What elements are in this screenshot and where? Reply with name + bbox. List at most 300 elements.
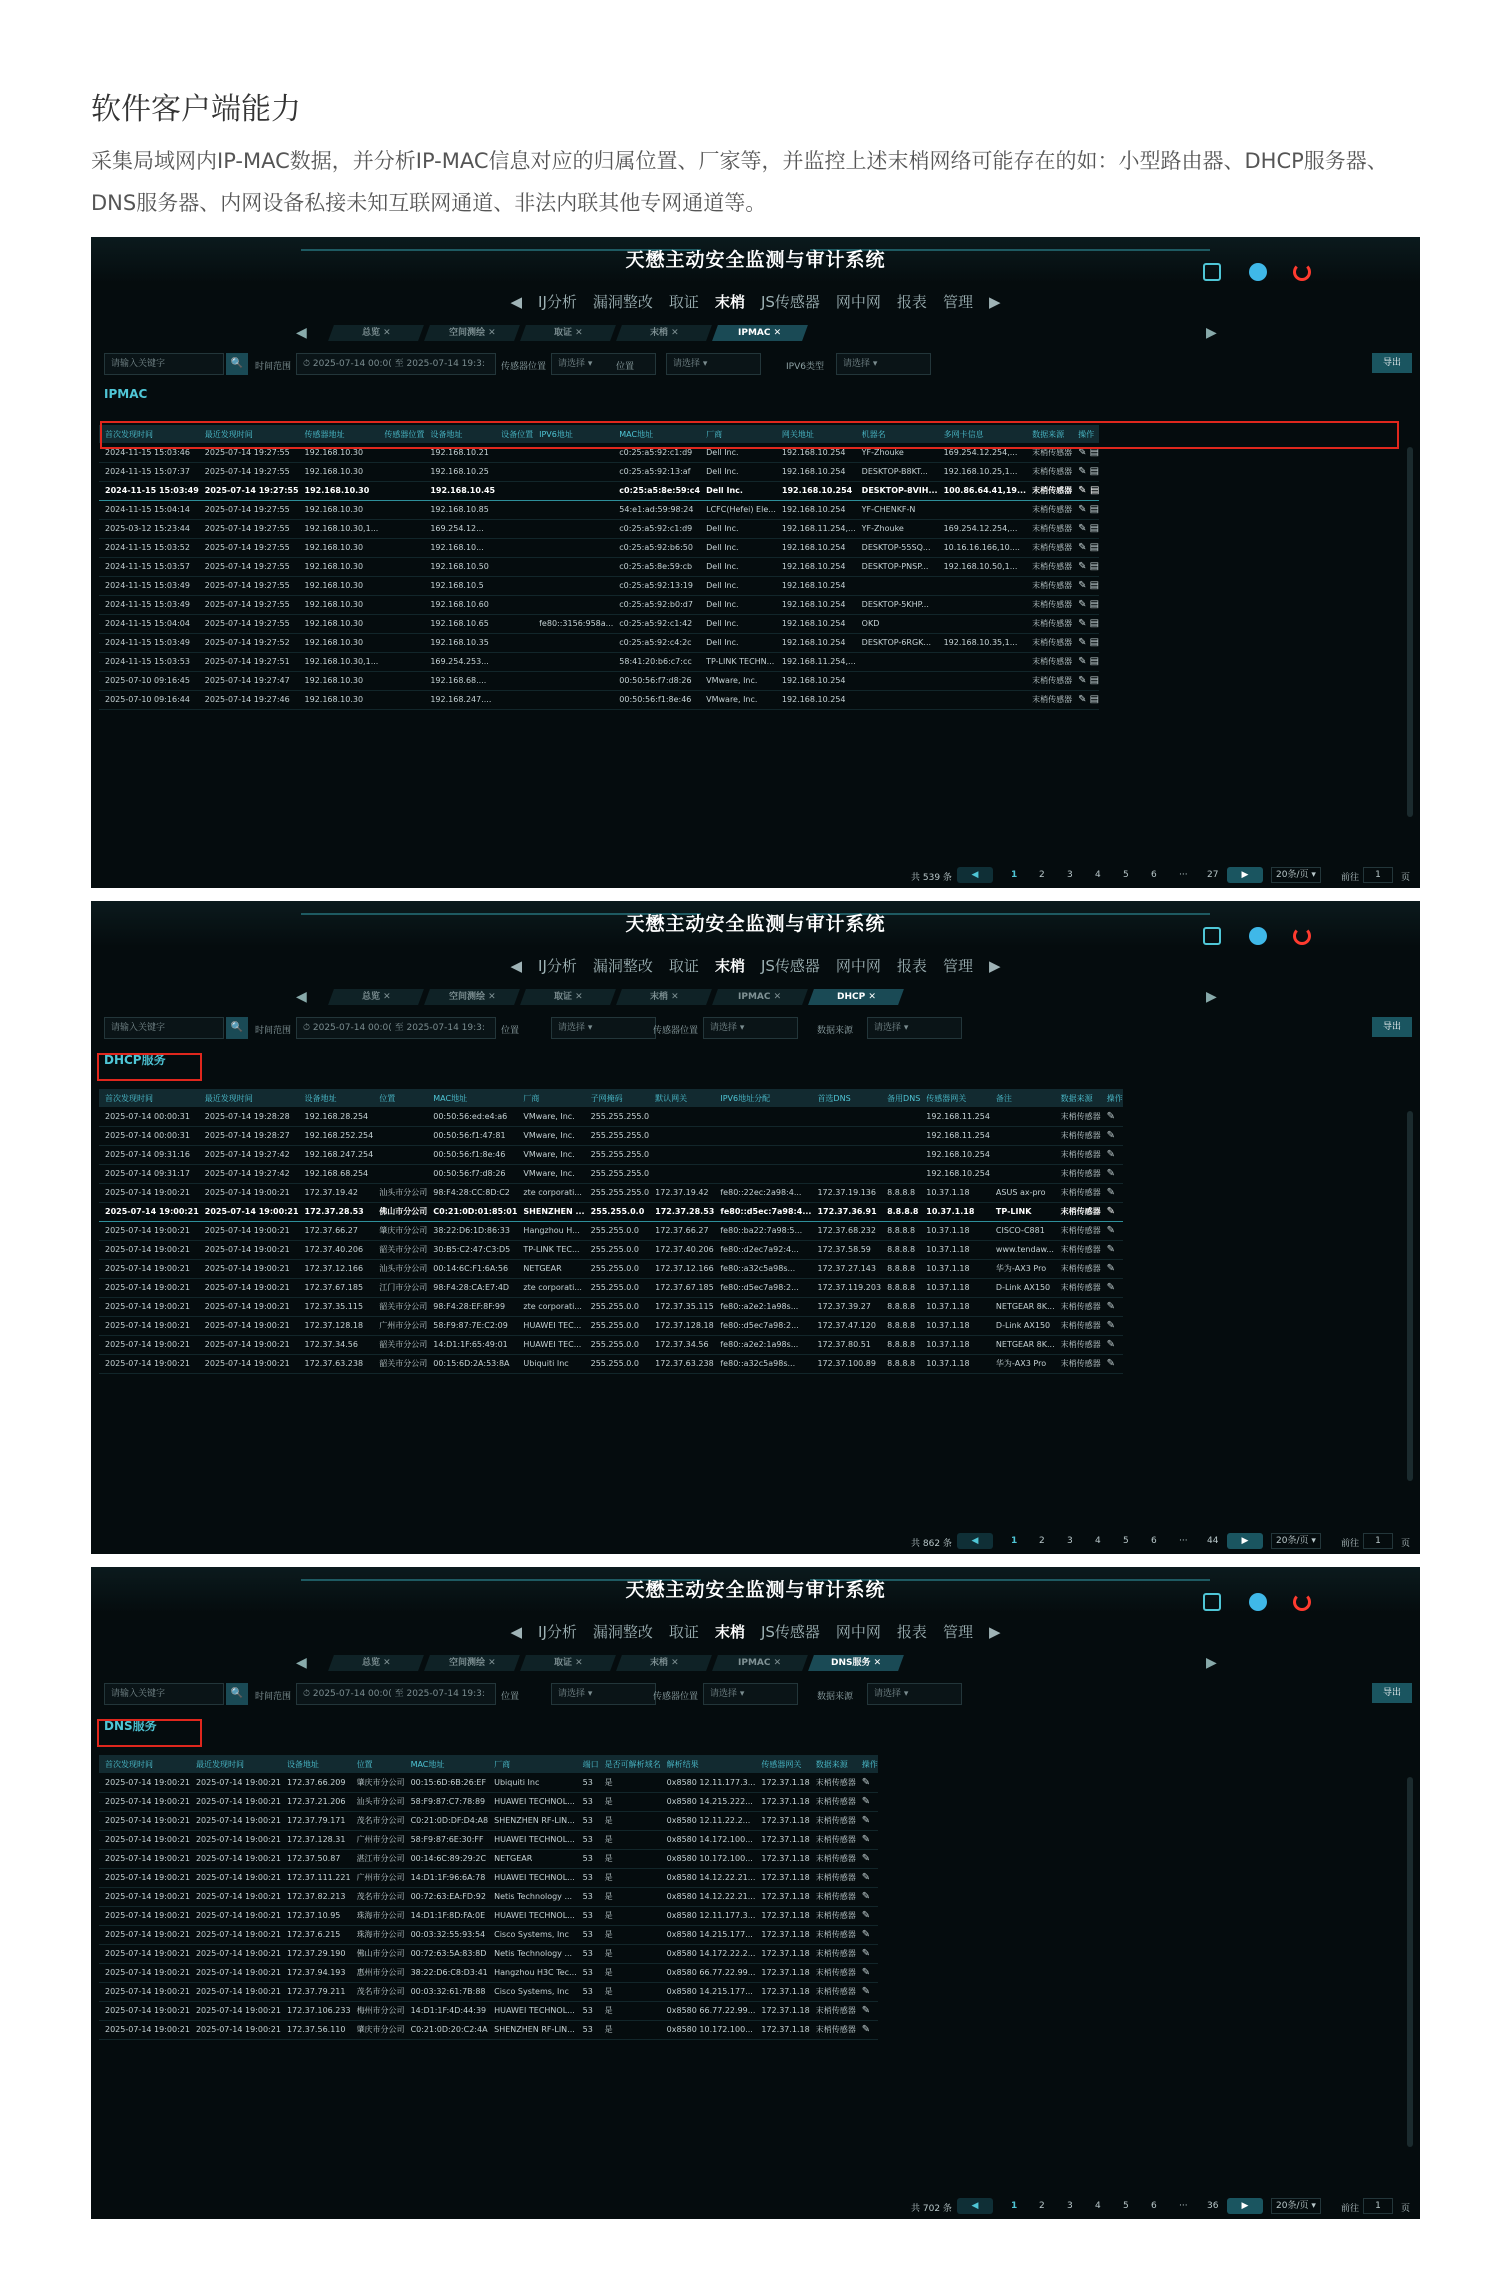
edit-icon[interactable]: ✎ [1078, 637, 1087, 648]
table-cell: 10.37.1.18 [920, 1354, 990, 1373]
table-cell: 192.168.10.45 [424, 481, 495, 500]
edit-icon[interactable]: ✎ [861, 1872, 871, 1883]
edit-icon[interactable]: ✎ [1106, 1168, 1116, 1179]
tab-item[interactable] [520, 989, 616, 1005]
table-cell: 2025-07-14 19:00:21 [190, 1963, 281, 1982]
filter-select[interactable]: 请选择 ▾ [703, 1683, 798, 1705]
view-icon[interactable]: ▤ [1086, 446, 1100, 458]
view-icon[interactable]: ▤ [1086, 523, 1100, 534]
table-row[interactable] [99, 1982, 878, 2001]
table-cell: 2025-07-14 19:00:21 [199, 1202, 299, 1221]
table-cell: 8.8.8.8 [881, 1278, 920, 1297]
menu-item[interactable]: 网中网 [835, 957, 881, 975]
view-icon[interactable]: ▤ [1086, 561, 1100, 572]
page-number[interactable]: 1 [1011, 870, 1018, 880]
edit-icon[interactable]: ✎ [1106, 1149, 1116, 1160]
edit-icon[interactable]: ✎ [1078, 504, 1087, 515]
table-row[interactable] [99, 2001, 878, 2020]
tab-item[interactable] [424, 989, 520, 1005]
table-cell: C0:21:0D:01:85:01 [427, 1202, 517, 1221]
column-header[interactable]: 默认网关 [649, 1089, 714, 1107]
table-row[interactable] [99, 1792, 878, 1811]
power-icon[interactable] [1293, 263, 1311, 281]
page-number[interactable]: 3 [1067, 870, 1073, 880]
page-number[interactable]: 36 [1207, 2201, 1219, 2211]
edit-icon[interactable]: ✎ [1078, 466, 1087, 477]
tab-item[interactable] [328, 325, 424, 341]
goto-input[interactable]: 1 [1363, 1533, 1393, 1549]
view-icon[interactable]: ▤ [1086, 637, 1100, 648]
column-header[interactable]: 解析结果 [661, 1755, 756, 1773]
edit-icon[interactable]: ✎ [861, 1929, 871, 1940]
view-icon[interactable]: ▤ [1086, 504, 1100, 515]
edit-icon[interactable]: ✎ [1106, 1244, 1116, 1255]
page-number[interactable]: 5 [1123, 1536, 1129, 1546]
menu-item[interactable]: 漏洞整改 [592, 1623, 653, 1641]
column-header[interactable]: MAC地址 [405, 1755, 489, 1773]
user-icon[interactable] [1249, 1593, 1267, 1611]
menu-item[interactable]: 末梢 [714, 1623, 745, 1641]
column-header[interactable]: IPV6地址 [533, 425, 613, 443]
menu-next-icon[interactable]: ▶ [988, 293, 1001, 311]
edit-icon[interactable]: ✎ [1078, 618, 1087, 629]
table-cell: 192.168.10.30,1... [299, 652, 379, 671]
table-row[interactable] [99, 1887, 878, 1906]
column-header[interactable]: 网关地址 [776, 425, 856, 443]
page-number[interactable]: 3 [1067, 2201, 1073, 2211]
view-icon[interactable]: ▤ [1086, 599, 1100, 610]
column-header[interactable]: 操作 [1101, 1089, 1123, 1107]
column-header[interactable]: 位置 [351, 1755, 405, 1773]
time-range-input[interactable]: ⏱ 2025-07-14 00:0( 至 2025-07-14 19:3: [296, 1017, 496, 1039]
tab-item[interactable] [808, 989, 904, 1005]
menu-item[interactable]: IJ分析 [538, 1623, 577, 1641]
column-header[interactable]: 首次发现时间 [99, 425, 199, 443]
table-cell: 192.168.10.30 [299, 557, 379, 576]
table-cell: Dell Inc. [700, 595, 776, 614]
table-scrollbar[interactable] [1407, 1777, 1413, 2147]
page-number[interactable]: 2 [1039, 870, 1045, 880]
edit-icon[interactable]: ✎ [861, 1967, 871, 1978]
table-cell: 末梢传感器 [1026, 443, 1072, 462]
page-number[interactable]: 1 [1011, 2201, 1018, 2211]
next-page-button[interactable]: ▶ [1227, 867, 1263, 883]
screen-icon[interactable] [1203, 263, 1221, 281]
menu-item[interactable]: 取证 [668, 293, 699, 311]
edit-icon[interactable]: ✎ [861, 1891, 871, 1902]
edit-icon[interactable]: ✎ [1106, 1301, 1116, 1312]
edit-icon[interactable]: ✎ [861, 2024, 871, 2035]
tab-item[interactable] [328, 1655, 424, 1671]
table-row[interactable] [99, 462, 1099, 481]
table-cell: 53 [577, 1773, 599, 1792]
table-row[interactable] [99, 1278, 1123, 1297]
table-cell: TP-LINK TECHN... [700, 652, 776, 671]
table-row[interactable] [99, 1906, 878, 1925]
export-button[interactable]: 导出 [1372, 353, 1412, 373]
menu-item[interactable]: 管理 [942, 293, 973, 311]
column-header[interactable]: 数据来源 [810, 1755, 856, 1773]
filter-select[interactable]: 请选择 ▾ [551, 1683, 656, 1705]
table-cell: Netis Technology ... [488, 1887, 577, 1906]
edit-icon[interactable]: ✎ [1078, 446, 1087, 458]
edit-icon[interactable]: ✎ [861, 1796, 871, 1807]
table-cell [856, 671, 938, 690]
table-cell: 192.168.10.30 [299, 500, 379, 519]
menu-item[interactable]: 管理 [942, 957, 973, 975]
user-icon[interactable] [1249, 927, 1267, 945]
table-row[interactable] [99, 538, 1099, 557]
table-row[interactable] [99, 1259, 1123, 1278]
column-header[interactable]: MAC地址 [613, 425, 700, 443]
edit-icon[interactable]: ✎ [1106, 1320, 1116, 1331]
filter-select[interactable]: 请选择 ▾ [666, 353, 761, 375]
table-row[interactable] [99, 1202, 1123, 1221]
menu-item[interactable]: 末梢 [714, 957, 745, 975]
edit-icon[interactable]: ✎ [1106, 1130, 1116, 1141]
table-row[interactable] [99, 1773, 878, 1792]
page-number[interactable]: ··· [1179, 870, 1188, 880]
edit-icon[interactable]: ✎ [1106, 1282, 1116, 1293]
filter-select[interactable]: 请选择 ▾ [551, 1017, 656, 1039]
table-row[interactable] [99, 1316, 1123, 1335]
search-icon[interactable]: 🔍 [226, 1683, 248, 1705]
page-number[interactable]: 6 [1151, 870, 1157, 880]
edit-icon[interactable]: ✎ [1078, 694, 1087, 705]
edit-icon[interactable]: ✎ [861, 1853, 871, 1864]
tab-item[interactable] [808, 1655, 904, 1671]
table-row[interactable] [99, 671, 1099, 690]
table-cell: D-Link AX150 [990, 1316, 1055, 1335]
table-row[interactable] [99, 2020, 878, 2039]
edit-icon[interactable]: ✎ [1106, 1263, 1116, 1274]
table-cell [990, 1126, 1055, 1145]
column-header[interactable]: 操作 [856, 1755, 878, 1773]
column-header[interactable]: 设备地址 [299, 1089, 374, 1107]
menu-item[interactable]: 网中网 [835, 293, 881, 311]
column-header[interactable]: 设备地址 [424, 425, 495, 443]
column-header[interactable]: 端口 [577, 1755, 599, 1773]
table-row[interactable] [99, 1811, 878, 1830]
table-cell: 58:41:20:b6:c7:cc [613, 652, 700, 671]
table-cell: 末梢传感器 [810, 2001, 856, 2020]
filter-select[interactable]: 请选择 ▾ [551, 353, 656, 375]
edit-icon[interactable]: ✎ [1078, 656, 1087, 667]
table-row[interactable] [99, 1335, 1123, 1354]
column-header[interactable]: IPV6地址分配 [714, 1089, 811, 1107]
menu-item[interactable]: JS传感器 [760, 293, 820, 311]
filter-select[interactable]: 请选择 ▾ [867, 1683, 962, 1705]
table-row[interactable] [99, 614, 1099, 633]
column-header[interactable]: 设备地址 [281, 1755, 351, 1773]
highlight-box [100, 421, 1399, 449]
table-cell: 韶关市分公司 [373, 1335, 427, 1354]
table-row[interactable] [99, 652, 1099, 671]
prev-page-button[interactable]: ◀ [957, 2198, 993, 2214]
row-actions [1072, 614, 1099, 633]
table-row[interactable] [99, 576, 1099, 595]
menu-prev-icon[interactable]: ◀ [510, 293, 523, 311]
edit-icon[interactable]: ✎ [1078, 561, 1087, 572]
next-page-button[interactable]: ▶ [1227, 2198, 1263, 2214]
view-icon[interactable]: ▤ [1086, 542, 1100, 553]
column-header[interactable]: 数据来源 [1026, 425, 1072, 443]
tab-item[interactable] [520, 325, 616, 341]
tab-next-icon[interactable]: ▶ [1206, 1655, 1217, 1671]
table-row[interactable] [99, 1944, 878, 1963]
page-size-select[interactable]: 20条/页 ▾ [1271, 2198, 1321, 2214]
table-cell [373, 1164, 427, 1183]
column-header[interactable]: 最近发现时间 [199, 425, 299, 443]
edit-icon[interactable]: ✎ [861, 1910, 871, 1921]
search-icon[interactable]: 🔍 [226, 353, 248, 375]
table-scrollbar[interactable] [1407, 447, 1413, 817]
screen-icon[interactable] [1203, 1593, 1221, 1611]
table-row[interactable] [99, 519, 1099, 538]
edit-icon[interactable]: ✎ [1106, 1110, 1116, 1122]
column-header[interactable]: 厂商 [488, 1755, 577, 1773]
next-page-button[interactable]: ▶ [1227, 1533, 1263, 1549]
table-cell: 0x8580 14.12.22.21... [661, 1887, 756, 1906]
column-header[interactable]: 备注 [990, 1089, 1055, 1107]
page-number[interactable]: 44 [1207, 1536, 1219, 1546]
table-row[interactable] [99, 1868, 878, 1887]
goto-input[interactable]: 1 [1363, 867, 1393, 883]
menu-prev-icon[interactable]: ◀ [510, 957, 523, 975]
menu-item[interactable]: 报表 [896, 1623, 927, 1641]
page-size-select[interactable]: 20条/页 ▾ [1271, 867, 1321, 883]
filter-select[interactable]: 请选择 ▾ [836, 353, 931, 375]
view-icon[interactable]: ▤ [1086, 485, 1100, 496]
menu-next-icon[interactable]: ▶ [988, 957, 1001, 975]
edit-icon[interactable]: ✎ [1078, 542, 1087, 553]
table-cell: 2025-07-14 19:00:21 [190, 2001, 281, 2020]
column-header[interactable]: 最近发现时间 [199, 1089, 299, 1107]
menu-item[interactable]: 漏洞整改 [592, 957, 653, 975]
column-header[interactable]: 厂商 [700, 425, 776, 443]
page-size-select[interactable]: 20条/页 ▾ [1271, 1533, 1321, 1549]
table-cell: Cisco Systems, Inc [488, 1925, 577, 1944]
table-cell: 172.37.67.185 [649, 1278, 714, 1297]
menu-next-icon[interactable]: ▶ [988, 1623, 1001, 1641]
column-header[interactable]: 传感器位置 [378, 425, 424, 443]
tab-item[interactable] [616, 989, 712, 1005]
column-header[interactable]: 首次发现时间 [99, 1755, 190, 1773]
tab-next-icon[interactable]: ▶ [1206, 325, 1217, 341]
table-row[interactable] [99, 595, 1099, 614]
menu-item[interactable]: 末梢 [714, 293, 745, 311]
view-icon[interactable]: ▤ [1086, 694, 1100, 705]
table-cell: 2025-07-14 19:27:55 [199, 595, 299, 614]
time-range-input[interactable]: ⏱ 2025-07-14 00:0( 至 2025-07-14 19:3: [296, 353, 496, 375]
edit-icon[interactable]: ✎ [861, 1776, 871, 1788]
table-row[interactable] [99, 633, 1099, 652]
edit-icon[interactable]: ✎ [861, 2005, 871, 2016]
column-header[interactable]: 首次发现时间 [99, 1089, 199, 1107]
table-row[interactable] [99, 1849, 878, 1868]
column-header[interactable]: 位置 [373, 1089, 427, 1107]
column-header[interactable]: 最近发现时间 [190, 1755, 281, 1773]
column-header[interactable]: 机器名 [856, 425, 938, 443]
menu-item[interactable]: 报表 [896, 293, 927, 311]
column-header[interactable]: 设备位置 [495, 425, 533, 443]
column-header[interactable]: 厂商 [517, 1089, 584, 1107]
power-icon[interactable] [1293, 1593, 1311, 1611]
table-row[interactable] [99, 557, 1099, 576]
page-number[interactable]: 3 [1067, 1536, 1073, 1546]
page-number[interactable]: 6 [1151, 1536, 1157, 1546]
search-input[interactable]: 请输入关键字 [104, 1683, 224, 1705]
table-cell: 192.168.252.254 [299, 1126, 374, 1145]
table-cell: 192.168.10.254 [776, 595, 856, 614]
table-row[interactable] [99, 1145, 1123, 1164]
column-header[interactable]: 是否可解析域名 [599, 1755, 661, 1773]
edit-icon[interactable]: ✎ [861, 1834, 871, 1845]
page-number[interactable]: ··· [1179, 2201, 1188, 2211]
column-header[interactable]: 备用DNS [881, 1089, 920, 1107]
page-number[interactable]: 2 [1039, 2201, 1045, 2211]
page-number[interactable]: 27 [1207, 870, 1219, 880]
tab-item[interactable] [328, 989, 424, 1005]
page-number[interactable]: 4 [1095, 2201, 1101, 2211]
page-number[interactable]: 4 [1095, 1536, 1101, 1546]
prev-page-button[interactable]: ◀ [957, 867, 993, 883]
search-input[interactable]: 请输入关键字 [104, 353, 224, 375]
menu-item[interactable]: IJ分析 [538, 293, 577, 311]
tab-item[interactable] [616, 1655, 712, 1671]
table-row[interactable] [99, 1963, 878, 1982]
table-row[interactable] [99, 481, 1099, 500]
view-icon[interactable]: ▤ [1086, 580, 1100, 591]
tab-item[interactable] [616, 325, 712, 341]
menu-item[interactable]: 管理 [942, 1623, 973, 1641]
edit-icon[interactable]: ✎ [1078, 675, 1087, 686]
edit-icon[interactable]: ✎ [1106, 1358, 1116, 1369]
column-header[interactable]: 传感器网关 [755, 1755, 809, 1773]
export-button[interactable]: 导出 [1372, 1017, 1412, 1037]
column-header[interactable]: 子网掩码 [585, 1089, 650, 1107]
view-icon[interactable]: ▤ [1086, 675, 1100, 686]
table-cell: 2025-07-14 19:00:21 [199, 1297, 299, 1316]
view-icon[interactable]: ▤ [1086, 656, 1100, 667]
edit-icon[interactable]: ✎ [861, 1948, 871, 1959]
table-cell: 172.37.19.136 [811, 1183, 881, 1202]
row-actions [856, 1925, 878, 1944]
column-header[interactable]: 传感器网关 [920, 1089, 990, 1107]
tab-item[interactable] [520, 1655, 616, 1671]
menu-item[interactable]: 漏洞整改 [592, 293, 653, 311]
prev-page-button[interactable]: ◀ [957, 1533, 993, 1549]
screen-icon[interactable] [1203, 927, 1221, 945]
menu-item[interactable]: 取证 [668, 957, 699, 975]
tab-item[interactable] [712, 1655, 808, 1671]
edit-icon[interactable]: ✎ [1106, 1187, 1116, 1198]
table-row[interactable] [99, 1240, 1123, 1259]
tab-prev-icon[interactable]: ◀ [296, 325, 307, 341]
table-row[interactable] [99, 690, 1099, 709]
table-row[interactable] [99, 1183, 1123, 1202]
tab-label: DHCP ✕ [836, 992, 876, 1002]
power-icon[interactable] [1293, 927, 1311, 945]
page-number[interactable]: 1 [1011, 1536, 1018, 1546]
page-number[interactable]: 5 [1123, 2201, 1129, 2211]
edit-icon[interactable]: ✎ [1078, 580, 1087, 591]
page-number[interactable]: 5 [1123, 870, 1129, 880]
menu-item[interactable]: 报表 [896, 957, 927, 975]
column-header[interactable]: 数据来源 [1055, 1089, 1101, 1107]
tab-item[interactable] [424, 325, 520, 341]
table-row[interactable] [99, 500, 1099, 519]
filter-select[interactable]: 请选择 ▾ [703, 1017, 798, 1039]
menu-item[interactable]: 网中网 [835, 1623, 881, 1641]
table-cell: 末梢传感器 [1026, 500, 1072, 519]
tab-item[interactable] [712, 989, 808, 1005]
menu-item[interactable]: IJ分析 [538, 957, 577, 975]
export-button[interactable]: 导出 [1372, 1683, 1412, 1703]
table-scrollbar[interactable] [1407, 1111, 1413, 1481]
user-icon[interactable] [1249, 263, 1267, 281]
column-header[interactable]: 传感器地址 [299, 425, 379, 443]
table-row[interactable] [99, 1925, 878, 1944]
edit-icon[interactable]: ✎ [1106, 1339, 1116, 1350]
page-number[interactable]: 4 [1095, 870, 1101, 880]
page-number[interactable]: ··· [1179, 1536, 1188, 1546]
table-cell: 2025-07-14 19:00:21 [99, 1202, 199, 1221]
search-icon[interactable]: 🔍 [226, 1017, 248, 1039]
edit-icon[interactable]: ✎ [861, 1815, 871, 1826]
tab-item[interactable] [424, 1655, 520, 1671]
page-number[interactable]: 6 [1151, 2201, 1157, 2211]
column-header[interactable]: 操作 [1072, 425, 1099, 443]
column-header[interactable]: 首选DNS [811, 1089, 881, 1107]
edit-icon[interactable]: ✎ [1078, 523, 1087, 534]
view-icon[interactable]: ▤ [1086, 618, 1100, 629]
edit-icon[interactable]: ✎ [1078, 485, 1087, 496]
goto-input[interactable]: 1 [1363, 2198, 1393, 2214]
menu-item[interactable]: JS传感器 [760, 957, 820, 975]
table-row[interactable] [99, 1107, 1123, 1126]
view-icon[interactable]: ▤ [1086, 466, 1100, 477]
table-row[interactable] [99, 1297, 1123, 1316]
menu-item[interactable]: 取证 [668, 1623, 699, 1641]
table-cell: 佛山市分公司 [373, 1202, 427, 1221]
filter-select[interactable]: 请选择 ▾ [867, 1017, 962, 1039]
edit-icon[interactable]: ✎ [1106, 1206, 1116, 1217]
edit-icon[interactable]: ✎ [1106, 1225, 1116, 1236]
table-cell: 38:22:D6:1D:86:33 [427, 1221, 517, 1240]
page-number[interactable]: 2 [1039, 1536, 1045, 1546]
tab-item[interactable] [712, 325, 808, 341]
table-cell: 38:22:D6:C8:D3:41 [405, 1963, 489, 1982]
table-row[interactable] [99, 1126, 1123, 1145]
table-row[interactable] [99, 1830, 878, 1849]
tab-next-icon[interactable]: ▶ [1206, 989, 1217, 1005]
tab-prev-icon[interactable]: ◀ [296, 1655, 307, 1671]
column-header[interactable]: MAC地址 [427, 1089, 517, 1107]
table-row[interactable] [99, 1164, 1123, 1183]
table-row[interactable] [99, 1221, 1123, 1240]
table-cell: 2025-07-14 19:00:21 [99, 1849, 190, 1868]
column-header[interactable]: 多网卡信息 [938, 425, 1027, 443]
time-range-input[interactable]: ⏱ 2025-07-14 00:0( 至 2025-07-14 19:3: [296, 1683, 496, 1705]
menu-prev-icon[interactable]: ◀ [510, 1623, 523, 1641]
edit-icon[interactable]: ✎ [1078, 599, 1087, 610]
tab-prev-icon[interactable]: ◀ [296, 989, 307, 1005]
search-input[interactable]: 请输入关键字 [104, 1017, 224, 1039]
table-row[interactable] [99, 1354, 1123, 1373]
edit-icon[interactable]: ✎ [861, 1986, 871, 1997]
menu-item[interactable]: JS传感器 [760, 1623, 820, 1641]
